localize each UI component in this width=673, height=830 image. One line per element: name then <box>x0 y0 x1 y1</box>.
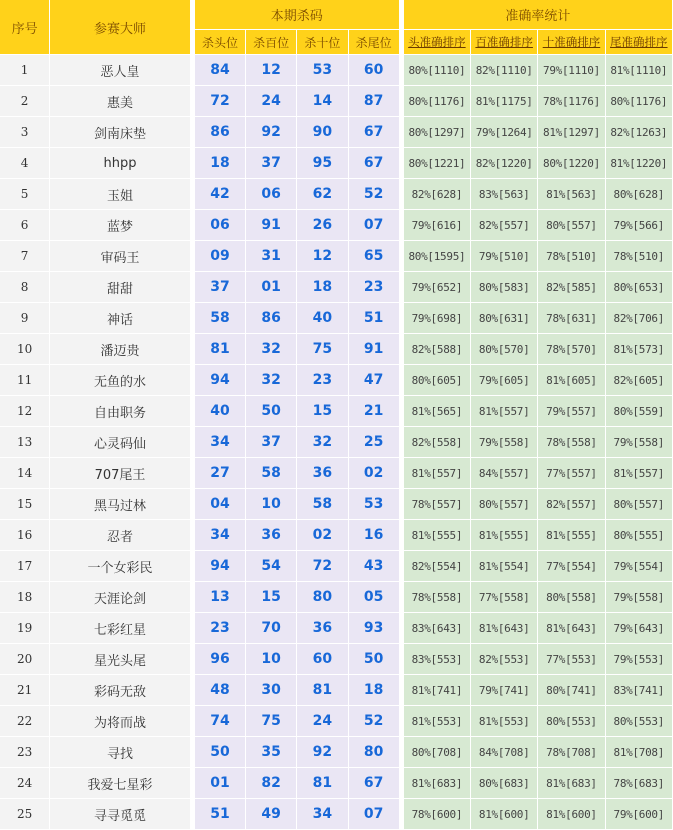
master-name: 神话 <box>50 303 191 334</box>
accuracy-head-value: 79%[616] <box>404 210 471 241</box>
kill-hundred-value: 70 <box>246 613 297 644</box>
kill-hundred-value: 37 <box>246 427 297 458</box>
kill-ten-value: 58 <box>297 489 348 520</box>
kill-hundred-value: 10 <box>246 644 297 675</box>
accuracy-ten-value: 77%[553] <box>538 644 605 675</box>
accuracy-head-value: 78%[558] <box>404 582 471 613</box>
row-index: 16 <box>0 520 50 551</box>
kill-hundred-value: 24 <box>246 86 297 117</box>
accuracy-hundred-value: 81%[600] <box>471 799 538 830</box>
accuracy-tail-value: 81%[708] <box>606 737 673 768</box>
row-index: 25 <box>0 799 50 830</box>
accuracy-head-value: 78%[600] <box>404 799 471 830</box>
accuracy-ten-value: 80%[557] <box>538 210 605 241</box>
accuracy-head-value: 83%[643] <box>404 613 471 644</box>
kill-head-value: 23 <box>195 613 246 644</box>
accuracy-ten-value: 81%[555] <box>538 520 605 551</box>
accuracy-ten-value: 81%[1297] <box>538 117 605 148</box>
row-index: 23 <box>0 737 50 768</box>
kill-ten-value: 02 <box>297 520 348 551</box>
accuracy-head-value: 80%[1595] <box>404 241 471 272</box>
sort-link-tail-accuracy[interactable]: 尾准确排序 <box>606 30 673 55</box>
group-header-accuracy: 准确率统计 <box>404 0 673 30</box>
accuracy-head-value: 81%[565] <box>404 396 471 427</box>
kill-hundred-value: 30 <box>246 675 297 706</box>
accuracy-head-value: 80%[1110] <box>404 55 471 86</box>
kill-tail-value: 65 <box>349 241 400 272</box>
kill-tail-value: 93 <box>349 613 400 644</box>
master-name: 忍者 <box>50 520 191 551</box>
row-index: 17 <box>0 551 50 582</box>
accuracy-ten-value: 81%[683] <box>538 768 605 799</box>
master-name: 心灵码仙 <box>50 427 191 458</box>
accuracy-tail-value: 83%[741] <box>606 675 673 706</box>
kill-head-value: 51 <box>195 799 246 830</box>
accuracy-ten-value: 79%[557] <box>538 396 605 427</box>
master-name: 甜甜 <box>50 272 191 303</box>
kill-hundred-value: 54 <box>246 551 297 582</box>
row-index: 6 <box>0 210 50 241</box>
accuracy-hundred-value: 79%[558] <box>471 427 538 458</box>
accuracy-hundred-value: 82%[1110] <box>471 55 538 86</box>
accuracy-tail-value: 79%[643] <box>606 613 673 644</box>
kill-ten-value: 14 <box>297 86 348 117</box>
accuracy-tail-value: 79%[558] <box>606 582 673 613</box>
table-header <box>0 0 673 55</box>
row-index: 24 <box>0 768 50 799</box>
kill-hundred-value: 37 <box>246 148 297 179</box>
master-name: 恶人皇 <box>50 55 191 86</box>
accuracy-head-value: 79%[652] <box>404 272 471 303</box>
master-name: 寻找 <box>50 737 191 768</box>
kill-head-value: 48 <box>195 675 246 706</box>
row-index: 4 <box>0 148 50 179</box>
accuracy-hundred-value: 82%[557] <box>471 210 538 241</box>
master-name: 审码王 <box>50 241 191 272</box>
accuracy-hundred-value: 81%[557] <box>471 396 538 427</box>
kill-ten-value: 92 <box>297 737 348 768</box>
kill-ten-value: 81 <box>297 768 348 799</box>
kill-ten-value: 81 <box>297 675 348 706</box>
table-row <box>0 613 673 644</box>
accuracy-ten-value: 78%[510] <box>538 241 605 272</box>
kill-ten-value: 15 <box>297 396 348 427</box>
master-name: 黑马过林 <box>50 489 191 520</box>
kill-head-value: 09 <box>195 241 246 272</box>
master-name: 为将而战 <box>50 706 191 737</box>
table-row <box>0 179 673 210</box>
kill-tail-value: 43 <box>349 551 400 582</box>
kill-head-value: 74 <box>195 706 246 737</box>
kill-hundred-value: 32 <box>246 334 297 365</box>
accuracy-head-value: 80%[1297] <box>404 117 471 148</box>
sort-link-head-accuracy[interactable]: 头准确排序 <box>404 30 471 55</box>
kill-head-value: 37 <box>195 272 246 303</box>
kill-head-value: 13 <box>195 582 246 613</box>
kill-head-value: 94 <box>195 551 246 582</box>
table-row <box>0 241 673 272</box>
accuracy-hundred-value: 79%[741] <box>471 675 538 706</box>
table-row <box>0 210 673 241</box>
accuracy-tail-value: 80%[559] <box>606 396 673 427</box>
kill-hundred-value: 91 <box>246 210 297 241</box>
kill-tail-value: 25 <box>349 427 400 458</box>
accuracy-head-value: 81%[741] <box>404 675 471 706</box>
master-name: 自由职务 <box>50 396 191 427</box>
kill-tail-value: 60 <box>349 55 400 86</box>
kill-ten-value: 60 <box>297 644 348 675</box>
accuracy-ten-value: 78%[570] <box>538 334 605 365</box>
accuracy-ten-value: 80%[1220] <box>538 148 605 179</box>
table-row <box>0 303 673 334</box>
accuracy-tail-value: 79%[553] <box>606 644 673 675</box>
row-index: 14 <box>0 458 50 489</box>
accuracy-ten-value: 80%[558] <box>538 582 605 613</box>
accuracy-ten-value: 79%[1110] <box>538 55 605 86</box>
table-row <box>0 334 673 365</box>
accuracy-head-value: 81%[683] <box>404 768 471 799</box>
accuracy-head-value: 80%[1221] <box>404 148 471 179</box>
accuracy-head-value: 82%[554] <box>404 551 471 582</box>
kill-ten-value: 24 <box>297 706 348 737</box>
kill-ten-value: 80 <box>297 582 348 613</box>
kill-head-value: 86 <box>195 117 246 148</box>
accuracy-ten-value: 78%[708] <box>538 737 605 768</box>
master-name: 彩码无敌 <box>50 675 191 706</box>
kill-head-value: 84 <box>195 55 246 86</box>
table-row <box>0 675 673 706</box>
kill-tail-value: 16 <box>349 520 400 551</box>
accuracy-head-value: 83%[553] <box>404 644 471 675</box>
kill-head-value: 50 <box>195 737 246 768</box>
table-row <box>0 644 673 675</box>
master-name: 七彩红星 <box>50 613 191 644</box>
kill-head-value: 81 <box>195 334 246 365</box>
accuracy-tail-value: 82%[706] <box>606 303 673 334</box>
accuracy-head-value: 81%[555] <box>404 520 471 551</box>
kill-tail-value: 23 <box>349 272 400 303</box>
kill-tail-value: 80 <box>349 737 400 768</box>
kill-ten-value: 72 <box>297 551 348 582</box>
master-name: 无鱼的水 <box>50 365 191 396</box>
accuracy-hundred-value: 84%[557] <box>471 458 538 489</box>
sort-link-ten-accuracy[interactable]: 十准确排序 <box>538 30 605 55</box>
accuracy-hundred-value: 81%[643] <box>471 613 538 644</box>
accuracy-head-value: 82%[558] <box>404 427 471 458</box>
table-row <box>0 489 673 520</box>
group-header-kill: 本期杀码 <box>195 0 400 30</box>
row-index: 7 <box>0 241 50 272</box>
kill-tail-value: 51 <box>349 303 400 334</box>
accuracy-hundred-value: 81%[1175] <box>471 86 538 117</box>
kill-head-value: 01 <box>195 768 246 799</box>
accuracy-head-value: 78%[557] <box>404 489 471 520</box>
col-header-kill-ten: 杀十位 <box>297 30 348 55</box>
accuracy-tail-value: 81%[1110] <box>606 55 673 86</box>
table-row <box>0 458 673 489</box>
kill-tail-value: 07 <box>349 210 400 241</box>
accuracy-ten-value: 82%[557] <box>538 489 605 520</box>
accuracy-hundred-value: 81%[555] <box>471 520 538 551</box>
accuracy-hundred-value: 81%[554] <box>471 551 538 582</box>
row-index: 13 <box>0 427 50 458</box>
kill-tail-value: 05 <box>349 582 400 613</box>
accuracy-tail-value: 79%[600] <box>606 799 673 830</box>
accuracy-tail-value: 78%[510] <box>606 241 673 272</box>
kill-hundred-value: 92 <box>246 117 297 148</box>
kill-tail-value: 91 <box>349 334 400 365</box>
accuracy-head-value: 82%[628] <box>404 179 471 210</box>
kill-hundred-value: 50 <box>246 396 297 427</box>
kill-head-value: 42 <box>195 179 246 210</box>
accuracy-hundred-value: 79%[1264] <box>471 117 538 148</box>
kill-head-value: 34 <box>195 520 246 551</box>
table-row <box>0 272 673 303</box>
accuracy-tail-value: 82%[1263] <box>606 117 673 148</box>
row-index: 5 <box>0 179 50 210</box>
accuracy-head-value: 80%[1176] <box>404 86 471 117</box>
accuracy-hundred-value: 83%[563] <box>471 179 538 210</box>
row-index: 18 <box>0 582 50 613</box>
row-index: 22 <box>0 706 50 737</box>
kill-tail-value: 67 <box>349 117 400 148</box>
accuracy-tail-value: 81%[1220] <box>606 148 673 179</box>
table-row <box>0 768 673 799</box>
row-index: 12 <box>0 396 50 427</box>
kill-tail-value: 50 <box>349 644 400 675</box>
accuracy-tail-value: 81%[573] <box>606 334 673 365</box>
row-index: 9 <box>0 303 50 334</box>
accuracy-tail-value: 79%[566] <box>606 210 673 241</box>
sort-link-hundred-accuracy[interactable]: 百准确排序 <box>471 30 538 55</box>
row-index: 15 <box>0 489 50 520</box>
row-index: 3 <box>0 117 50 148</box>
table-row <box>0 551 673 582</box>
table-row <box>0 86 673 117</box>
master-name: 剑南床垫 <box>50 117 191 148</box>
accuracy-head-value: 80%[605] <box>404 365 471 396</box>
table-row <box>0 365 673 396</box>
kill-hundred-value: 10 <box>246 489 297 520</box>
master-name: hhpp <box>50 148 191 179</box>
accuracy-tail-value: 80%[653] <box>606 272 673 303</box>
kill-ten-value: 34 <box>297 799 348 830</box>
accuracy-tail-value: 81%[557] <box>606 458 673 489</box>
table-row <box>0 148 673 179</box>
kill-tail-value: 67 <box>349 148 400 179</box>
kill-hundred-value: 06 <box>246 179 297 210</box>
master-name: 一个女彩民 <box>50 551 191 582</box>
row-index: 8 <box>0 272 50 303</box>
row-index: 1 <box>0 55 50 86</box>
master-name: 潘迈贵 <box>50 334 191 365</box>
accuracy-ten-value: 80%[741] <box>538 675 605 706</box>
accuracy-hundred-value: 80%[683] <box>471 768 538 799</box>
accuracy-hundred-value: 80%[557] <box>471 489 538 520</box>
accuracy-tail-value: 79%[558] <box>606 427 673 458</box>
kill-ten-value: 36 <box>297 613 348 644</box>
accuracy-hundred-value: 84%[708] <box>471 737 538 768</box>
table-row <box>0 706 673 737</box>
master-name: 玉姐 <box>50 179 191 210</box>
kill-tail-value: 52 <box>349 706 400 737</box>
table-row <box>0 737 673 768</box>
accuracy-head-value: 80%[708] <box>404 737 471 768</box>
accuracy-hundred-value: 81%[553] <box>471 706 538 737</box>
kill-ten-value: 12 <box>297 241 348 272</box>
row-index: 21 <box>0 675 50 706</box>
kill-tail-value: 21 <box>349 396 400 427</box>
accuracy-ten-value: 81%[563] <box>538 179 605 210</box>
kill-hundred-value: 01 <box>246 272 297 303</box>
accuracy-ten-value: 82%[585] <box>538 272 605 303</box>
accuracy-hundred-value: 80%[631] <box>471 303 538 334</box>
kill-ten-value: 26 <box>297 210 348 241</box>
col-header-kill-head: 杀头位 <box>195 30 246 55</box>
kill-ten-value: 62 <box>297 179 348 210</box>
kill-tail-value: 02 <box>349 458 400 489</box>
row-index: 11 <box>0 365 50 396</box>
accuracy-hundred-value: 80%[583] <box>471 272 538 303</box>
master-name: 星光头尾 <box>50 644 191 675</box>
accuracy-tail-value: 80%[553] <box>606 706 673 737</box>
kill-tail-value: 18 <box>349 675 400 706</box>
accuracy-ten-value: 81%[600] <box>538 799 605 830</box>
accuracy-ten-value: 77%[554] <box>538 551 605 582</box>
accuracy-tail-value: 79%[554] <box>606 551 673 582</box>
accuracy-hundred-value: 79%[510] <box>471 241 538 272</box>
kill-head-value: 94 <box>195 365 246 396</box>
master-name: 天涯论剑 <box>50 582 191 613</box>
table-row <box>0 117 673 148</box>
master-name: 707尾王 <box>50 458 191 489</box>
master-name: 蓝梦 <box>50 210 191 241</box>
kill-head-value: 04 <box>195 489 246 520</box>
row-index: 20 <box>0 644 50 675</box>
table-row <box>0 427 673 458</box>
row-index: 10 <box>0 334 50 365</box>
master-name: 我爱七星彩 <box>50 768 191 799</box>
kill-head-value: 40 <box>195 396 246 427</box>
table-body <box>0 55 673 830</box>
kill-head-value: 18 <box>195 148 246 179</box>
kill-head-value: 06 <box>195 210 246 241</box>
accuracy-ten-value: 78%[1176] <box>538 86 605 117</box>
kill-ten-value: 32 <box>297 427 348 458</box>
kill-ten-value: 95 <box>297 148 348 179</box>
accuracy-hundred-value: 80%[570] <box>471 334 538 365</box>
kill-head-value: 27 <box>195 458 246 489</box>
accuracy-ten-value: 80%[553] <box>538 706 605 737</box>
kill-tail-value: 87 <box>349 86 400 117</box>
table-row <box>0 55 673 86</box>
kill-ten-value: 90 <box>297 117 348 148</box>
accuracy-ten-value: 78%[558] <box>538 427 605 458</box>
accuracy-ten-value: 81%[605] <box>538 365 605 396</box>
master-name: 寻寻觅觅 <box>50 799 191 830</box>
col-header-kill-hundred: 杀百位 <box>246 30 297 55</box>
col-header-index: 序号 <box>0 0 50 55</box>
row-index: 2 <box>0 86 50 117</box>
accuracy-tail-value: 78%[683] <box>606 768 673 799</box>
kill-hundred-value: 86 <box>246 303 297 334</box>
accuracy-head-value: 81%[557] <box>404 458 471 489</box>
accuracy-tail-value: 80%[557] <box>606 489 673 520</box>
accuracy-head-value: 82%[588] <box>404 334 471 365</box>
kill-tail-value: 52 <box>349 179 400 210</box>
accuracy-hundred-value: 77%[558] <box>471 582 538 613</box>
row-index: 19 <box>0 613 50 644</box>
kill-hundred-value: 15 <box>246 582 297 613</box>
accuracy-head-value: 81%[553] <box>404 706 471 737</box>
accuracy-tail-value: 82%[605] <box>606 365 673 396</box>
kill-head-value: 34 <box>195 427 246 458</box>
accuracy-tail-value: 80%[1176] <box>606 86 673 117</box>
kill-head-value: 96 <box>195 644 246 675</box>
kill-ten-value: 18 <box>297 272 348 303</box>
kill-hundred-value: 75 <box>246 706 297 737</box>
table-row <box>0 520 673 551</box>
kill-tail-value: 47 <box>349 365 400 396</box>
accuracy-tail-value: 80%[628] <box>606 179 673 210</box>
kill-ten-value: 53 <box>297 55 348 86</box>
table-row <box>0 582 673 613</box>
kill-ten-value: 23 <box>297 365 348 396</box>
accuracy-hundred-value: 82%[553] <box>471 644 538 675</box>
accuracy-hundred-value: 82%[1220] <box>471 148 538 179</box>
accuracy-ten-value: 81%[643] <box>538 613 605 644</box>
kill-ten-value: 75 <box>297 334 348 365</box>
kill-hundred-value: 36 <box>246 520 297 551</box>
kill-hundred-value: 32 <box>246 365 297 396</box>
kill-tail-value: 53 <box>349 489 400 520</box>
col-header-kill-tail: 杀尾位 <box>349 30 400 55</box>
master-name: 惠美 <box>50 86 191 117</box>
kill-hundred-value: 35 <box>246 737 297 768</box>
accuracy-ten-value: 77%[557] <box>538 458 605 489</box>
accuracy-tail-value: 80%[555] <box>606 520 673 551</box>
kill-hundred-value: 58 <box>246 458 297 489</box>
kill-ten-value: 36 <box>297 458 348 489</box>
kill-tail-value: 07 <box>349 799 400 830</box>
kill-head-value: 72 <box>195 86 246 117</box>
col-header-master: 参赛大师 <box>50 0 191 55</box>
accuracy-hundred-value: 79%[605] <box>471 365 538 396</box>
table-row <box>0 396 673 427</box>
kill-tail-value: 67 <box>349 768 400 799</box>
kill-hundred-value: 31 <box>246 241 297 272</box>
kill-head-value: 58 <box>195 303 246 334</box>
kill-hundred-value: 49 <box>246 799 297 830</box>
accuracy-ten-value: 78%[631] <box>538 303 605 334</box>
kill-ten-value: 40 <box>297 303 348 334</box>
kill-hundred-value: 82 <box>246 768 297 799</box>
kill-hundred-value: 12 <box>246 55 297 86</box>
accuracy-head-value: 79%[698] <box>404 303 471 334</box>
